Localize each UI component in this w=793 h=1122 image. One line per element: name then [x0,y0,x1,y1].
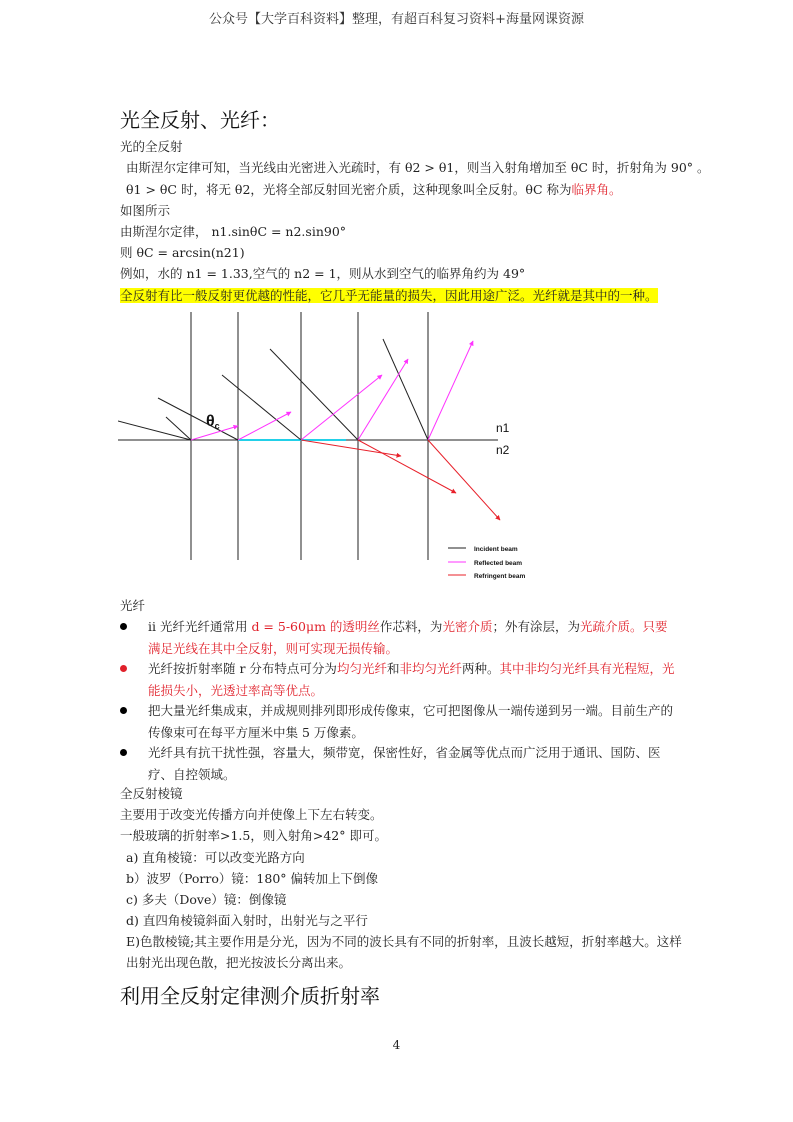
bullet-dot [120,665,127,672]
bullet-dot [120,707,127,714]
refracted-beam-2 [358,440,456,493]
bullet-text: 光纤具有抗干扰性强，容量大，频带宽，保密性好，省金属等优点而广泛用于通讯、国防、医疗、自控领域。 [148,745,661,782]
n2-label: n2 [496,443,510,457]
tir-text: θ1 > θC 时，将无 θ2，光将全部反射回光密介质，这种现象叫全反射。θC 称为 [126,182,572,197]
legend-refracted-label: Refringent beam [474,573,526,580]
subtitle-tir: 光的全反射 [120,139,183,154]
prism-line-1: 主要用于改变光传播方向并使像上下左右转变。 [120,807,383,822]
total-reflection-diagram [118,308,548,590]
page-header: 公众号【大学百科资料】整理，有超百科复习资料+海量网课资源 [209,12,584,27]
red-term: 其中非均匀光纤具有光程短，光能损失小，光透过率高等优点。 [148,661,675,698]
red-term: d = 5-60μm 的透明丝 [251,619,380,634]
reflected-beam-2 [238,412,291,440]
subtitle-prism: 全反射棱镜 [120,786,183,801]
prism-item-d: d) 直四角棱镜斜面入射时，出射光与之平行 [126,913,368,928]
example-line: 例如，水的 n1 = 1.33,空气的 n2 = 1，则从水到空气的临界角约为 49° [120,266,526,281]
bullet-text: 光纤按折射率随 r 分布特点可分为 [148,661,337,676]
red-term: 非均匀光纤 [399,661,462,676]
figure-caption: 如图所示 [120,203,171,218]
tir-paragraph-line2 [126,180,622,200]
bullet-text: 作芯料，为 [379,619,443,634]
refracted-beam-3 [428,440,500,520]
prism-item-b: b）波罗（Porro）镜：180° 偏转加上下倒像 [126,871,378,886]
legend-reflected-label: Reflected beam [474,560,523,567]
bullet-text: 和 [386,661,400,676]
n1-label: n1 [496,421,510,435]
prism-line-2: 一般玻璃的折射率>1.5，则入射角>42° 即可。 [120,828,387,843]
bullet-text: 两种。 [461,661,500,676]
prism-item-e: E)色散棱镜;其主要作用是分光，因为不同的波长具有不同的折射率，且波长越短，折射率越大。这样出射光出现色散，把光按波长分离出来。 [126,934,682,970]
incident-beam-5 [270,349,358,440]
reflected-beam-5 [428,341,473,440]
highlight-line [120,286,658,306]
fiber-bullet-4 [120,742,676,786]
section2-title: 利用全反射定律测介质折射率 [120,984,380,1008]
critical-angle-term: 临界角。 [571,182,622,197]
incident-beam-3 [158,398,238,440]
diagram-legend [448,546,526,580]
bullet-dot [120,749,127,756]
red-term: 均匀光纤 [336,661,387,676]
fiber-bullet-3 [120,700,676,744]
incident-beam-4 [222,375,301,440]
bullet-text: 把大量光纤集成束，并成规则排列即形成传像束，它可把图像从一端传递到另一端。目前生产的传像束可在每平方厘米中集 5 万像素。 [148,703,674,740]
subtitle-fiber: 光纤 [120,598,146,613]
theta-c-label: θc [206,413,220,431]
highlight-text: 全反射有比一般反射更优越的性能，它几乎无能量的损失，因此用途广泛。光纤就是其中的一种。 [120,288,658,303]
prism-item-a: a) 直角棱镜：可以改变光路方向 [126,850,305,865]
prism-item-c: c) 多夫（Dove）镜：倒像镜 [126,892,287,907]
prism-list [126,847,682,973]
bullet-text: ⅱ 光纤光纤通常用 [148,619,252,634]
red-term: 光密介质 [442,619,493,634]
red-term: 光疏介质。只要满足光线在其中全反射，则可实现无损传输。 [148,619,668,656]
tir-paragraph-line1: 由斯涅尔定律可知，当光线由光密进入光疏时，有 θ2 > θ1，则当入射角增加至 θC 时，折射角为 90° 。 [126,160,710,175]
fiber-bullet-2 [120,658,676,702]
refracted-beam-1 [301,440,401,456]
bullet-dot [120,623,127,630]
critical-formula: 则 θC = arcsin(n21) [120,245,245,260]
reflected-beam-4 [358,359,408,440]
page-number: 4 [392,1038,401,1052]
bullet-text: ；外有涂层，为 [492,619,580,634]
snell-law: 由斯涅尔定律， n1.sinθC = n2.sin90° [120,224,347,239]
section-title: 光全反射、光纤： [120,108,280,132]
legend-incident-label: Incident beam [474,546,518,553]
fiber-bullet-1 [120,616,676,660]
reflected-beam-3 [301,375,382,440]
